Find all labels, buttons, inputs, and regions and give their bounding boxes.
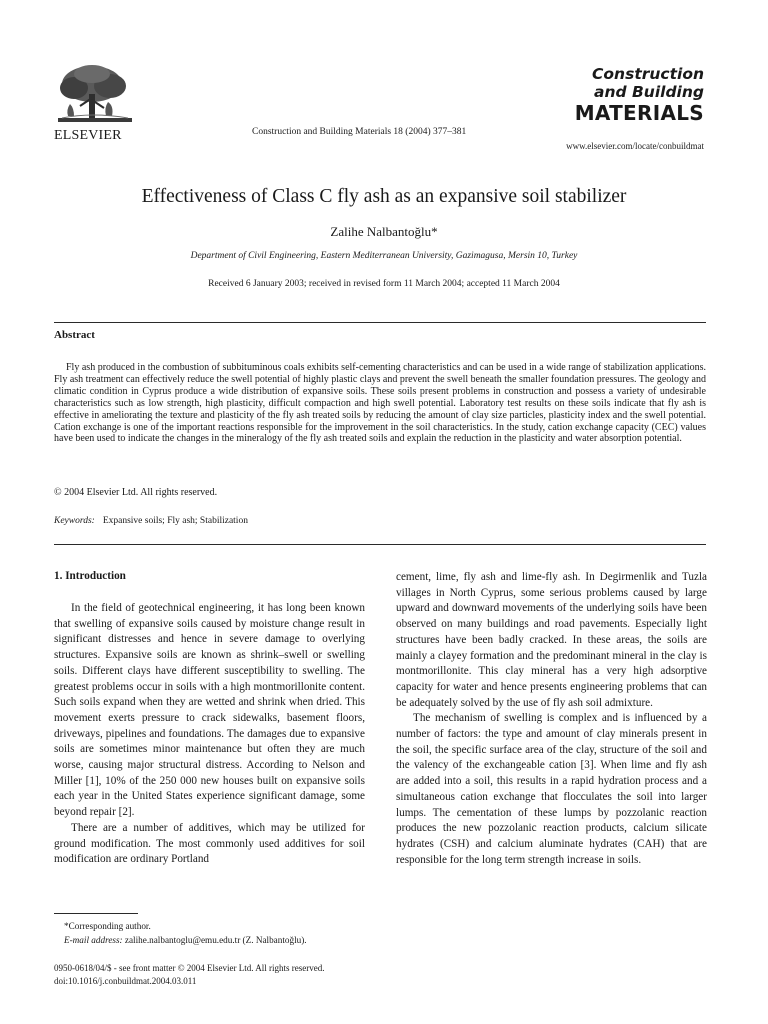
- divider: [54, 544, 706, 545]
- author-name: Zalihe Nalbantoğlu*: [330, 224, 438, 239]
- body-paragraph: cement, lime, fly ash and lime-fly ash. In Degirmenlik and Tuzla villages in North Cyprus, some serious problems caused by large upward and downward movements of the underlying soils have been observed on many buildings and road pavements. Especially light structures have been badly cracked. In these areas, the soils are mainly a clayey formation and the predominant mineral in the clay is montmorillonite. This clay mineral has a very high adsorptive capacity for water and hence presents engineering problems that can be adequately solved by the use of fly ash soil admixture.: [396, 571, 707, 709]
- journal-brand-line3: MATERIALS: [574, 100, 704, 125]
- abstract-paragraph: Fly ash produced in the combustion of subbituminous coals exhibits self-cementing characteristics and can be used in a wide range of stabilization applications. Fly ash treatment can effectively reduce the swell potential of highly plastic clays and prevent the swell beneath the smaller foundation pressures. The geology and climatic condition in Cyprus produce a wide distribution of expansive soils. These soils present problems in construction and possess a variety of undesirable characteristics such as low strength, high plasticity, difficult compaction and high swell potential. Laboratory test results on these soils indicate that fly ash is effective in ameliorating the texture and plasticity of the fly ash treated soils by reducing the amount of clay size particles, plasticity index and the swell potential. Cation exchange is one of the important reactions responsible for the improvement in the soil characteristics. In the study, cation exchange capacity (CEC) values have been used to indicate the changes in the mineralogy of the fly ash treated soils and explain the reduction in the plasticity and water absorption potential.: [54, 362, 706, 445]
- journal-url[interactable]: www.elsevier.com/locate/conbuildmat: [566, 141, 704, 151]
- article-dates: Received 6 January 2003; received in revised form 11 March 2004; accepted 11 March 2004: [208, 279, 560, 289]
- body-paragraph: The mechanism of swelling is complex and is influenced by a number of factors: the type and amount of clay minerals present in the soil, the specific surface area of the clay, structure of the soil and the valency of the exchangeable cation [3]. When lime and fly ash are added into a soil, this results in a rapid hydration process and a simultaneous cation exchange that flocculates the soil into larger lumps. The cementation of these lumps by pozzolanic reaction produces the new pozzolanic reaction products, calcium silicate hydrates (CSH) and calcium aluminate hydrates (CAH) that are responsible for the long term strength increase in soils.: [396, 712, 707, 866]
- journal-reference: Construction and Building Materials 18 (2004) 377–381: [252, 127, 467, 137]
- email-label: E-mail address:: [64, 934, 123, 945]
- divider: [54, 322, 706, 323]
- author-affiliation: Department of Civil Engineering, Eastern Mediterranean University, Gazimagusa, Mersin 10, Turkey: [190, 251, 578, 261]
- issn-line: 0950-0618/04/$ - see front matter © 2004 Elsevier Ltd. All rights reserved.: [54, 963, 325, 973]
- footnotes: [54, 920, 307, 947]
- doi-line[interactable]: doi:10.1016/j.conbuildmat.2004.03.011: [54, 975, 197, 986]
- email-note: [54, 934, 307, 948]
- corresponding-author-note: *Corresponding author.: [64, 921, 151, 931]
- email-address[interactable]: zalihe.nalbantoglu@emu.edu.tr (Z. Nalbantoğlu).: [124, 934, 307, 945]
- article-title: Effectiveness of Class C fly ash as an expansive soil stabilizer: [141, 186, 627, 207]
- left-column: [54, 601, 365, 868]
- journal-brand-line2: and Building: [594, 82, 704, 101]
- abstract-body: [54, 362, 706, 445]
- footnote-divider: [54, 913, 138, 914]
- keywords-label: Keywords:: [54, 516, 95, 526]
- keywords-values: Expansive soils; Fly ash; Stabilization: [102, 516, 248, 526]
- right-column: [396, 570, 707, 868]
- elsevier-tree-logo: [52, 62, 138, 128]
- journal-brand: [575, 66, 704, 125]
- abstract-copyright: © 2004 Elsevier Ltd. All rights reserved.: [54, 487, 218, 498]
- body-paragraph: There are a number of additives, which may be utilized for ground modification. The most commonly used additives for soil modification are ordinary Portland: [54, 821, 365, 866]
- journal-brand-line1: Construction: [592, 65, 704, 83]
- publisher-name: ELSEVIER: [54, 128, 122, 143]
- publication-footer: [54, 962, 325, 987]
- abstract-heading: Abstract: [54, 329, 95, 341]
- section-heading: 1. Introduction: [54, 570, 126, 582]
- keywords: [54, 516, 248, 526]
- body-paragraph: In the field of geotechnical engineering, it has long been known that swelling of expansive soils caused by moisture change result in significant distresses and hence in severe damage to overlying structures. Expansive soils are known as shrink–swell or swelling soils. Different clays have different susceptibility to swelling. The greatest problems occur in soils with a high montmorillonite content. Such soils expand when they are wetted and shrink when dried. This movement exerts pressure to crack sidewalks, basement floors, driveways, pipelines and foundations. The damages due to expansive soils are sometimes minor maintenance but often they are much worse, causing major structural distress. According to Nelson and Miller [1], 10% of the 250 000 new houses built on expansive soils each year in the United States experience significant damage, some beyond repair [2].: [54, 602, 365, 819]
